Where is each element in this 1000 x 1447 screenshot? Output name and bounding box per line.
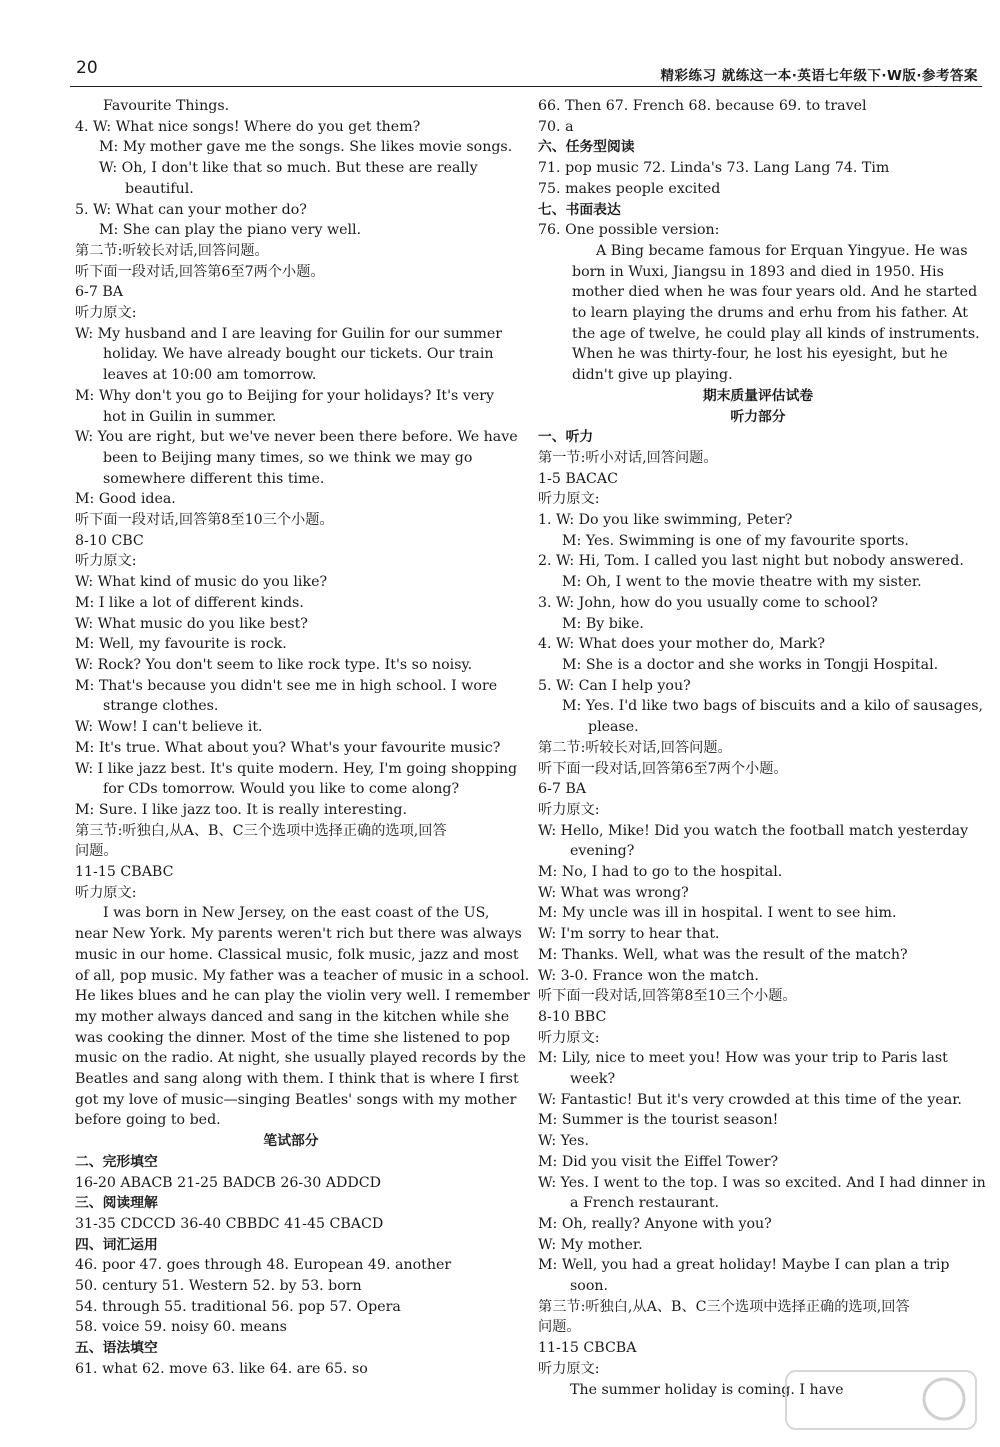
text-line: 五、语法填空 [75,1340,158,1357]
text-line: 听力原文: [538,491,600,508]
text-line: 6-7 BA [75,284,124,301]
text-line: my mother always danced and sang in the kitchen while she [75,1008,510,1025]
text-line: M: Good idea. [75,491,176,508]
text-line: W: My mother. [538,1236,643,1253]
text-line: a French restaurant. [570,1195,720,1212]
text-line: got my love of music—singing Beatles' songs with my mother [75,1091,517,1108]
text-line: the age of twelve, he could play all kinds of instruments. [572,325,980,342]
text-line: M: By bike. [562,615,644,632]
text-line: 5. W: Can I help you? [538,677,691,694]
text-line: M: Well, my favourite is rock. [75,636,287,653]
text-line: didn't give up playing. [572,367,733,384]
text-line: 50. century 51. Western 52. by 53. born [75,1278,362,1295]
text-line: 4. W: What nice songs! Where do you get them? [75,118,421,135]
text-line: 四、词汇运用 [75,1236,158,1253]
text-line: 54. through 55. traditional 56. pop 57. Opera [75,1298,401,1315]
text-line: W: Fantastic! But it's very crowded at this time of the year. [538,1091,962,1108]
text-line: 75. makes people excited [538,180,721,197]
text-line: Favourite Things. [103,98,230,114]
text-line: M: Did you visit the Eiffel Tower? [538,1153,779,1170]
text-line: of all, pop music. My father was a teacher of music in a school. [75,967,530,984]
text-line: 46. poor 47. goes through 48. European 49. another [75,1257,452,1274]
text-line: 一、听力 [538,429,594,446]
text-line: 6-7 BA [538,781,587,798]
text-line: W: What was wrong? [538,884,689,901]
text-line: W: Wow! I can't believe it. [75,719,263,736]
text-line: 二、完形填空 [75,1153,158,1170]
text-line: M: Thanks. Well, what was the result of the match? [538,946,908,963]
text-line: been to Beijing many times, so we think we may go [103,449,473,466]
text-line: M: I like a lot of different kinds. [75,594,304,611]
text-line: 听下面一段对话,回答第8至10三个小题。 [538,988,797,1005]
text-line: leaves at 10:00 am tomorrow. [103,367,317,384]
text-line: W: You are right, but we've never been there before. We have [75,429,518,446]
text-line: M: Why don't you go to Beijing for your holidays? It's very [75,387,495,404]
text-line: to learn playing the drums and erhu from his father. At [572,305,968,322]
text-line: W: I like jazz best. It's quite modern. Hey, I'm going shopping [75,760,518,777]
left-column [75,96,530,1380]
text-line: M: My uncle was ill in hospital. I went to see him. [538,905,897,922]
text-line: 六、任务型阅读 [538,139,635,156]
text-line: A Bing became famous for Erquan Yingyue. He was [596,242,968,259]
text-line: W: What kind of music do you like? [75,574,328,591]
text-line: M: She can play the piano very well. [99,222,362,239]
text-line: M: She is a doctor and she works in Tongji Hospital. [562,656,939,673]
text-line: 31-35 CDCCD 36-40 CBBDC 41-45 CBACD [75,1215,384,1232]
text-line: 七、书面表达 [538,201,621,218]
text-line: for CDs tomorrow. Would you like to come along? [103,781,460,798]
text-line: music in our home. Classical music, folk music, jazz and most [75,946,519,963]
text-line: W: Rock? You don't seem to like rock type. It's so noisy. [75,656,473,673]
text-line: M: Yes. I'd like two bags of biscuits and a kilo of sausages, [562,698,984,715]
text-line: 听力原文: [538,1360,600,1377]
text-line: 听力原文: [75,553,137,570]
text-line: 听力原文: [75,305,137,322]
text-line: W: Yes. I went to the top. I was so excited. And I had dinner in [538,1174,986,1191]
right-column [538,96,986,1400]
text-line: He likes blues and he can play the violin very well. I remember [75,988,530,1005]
page-header [0,0,1000,88]
text-line: 11-15 CBCBA [538,1340,637,1357]
text-line: 16-20 ABACB 21-25 BADCB 26-30 ADDCD [75,1174,382,1191]
text-line: The summer holiday is coming. I have [570,1381,844,1398]
text-line: 第二节:听较长对话,回答问题。 [75,242,269,259]
text-line: near New York. My parents weren't rich but there was always [75,926,522,943]
text-line: 11-15 CBABC [75,864,174,881]
page-number: 20 [76,58,98,78]
header-rule [70,86,982,87]
text-line: week? [570,1071,616,1088]
running-title: 精彩练习 就练这一本·英语七年级下·W版·参考答案 [660,68,978,84]
text-line: hot in Guilin in summer. [103,408,277,425]
text-line: 66. Then 67. French 68. because 69. to travel [538,98,867,114]
text-line: 71. pop music 72. Linda's 73. Lang Lang 74. Tim [538,160,890,177]
text-line: 笔试部分 [263,1133,319,1150]
text-line: holiday. We have already bought our tickets. Our train [103,346,494,363]
text-line: 2. W: Hi, Tom. I called you last night but nobody answered. [538,553,964,570]
text-line: 61. what 62. move 63. like 64. are 65. so [75,1360,368,1377]
text-line: 70. a [538,118,574,135]
text-line: 8-10 BBC [538,1008,607,1025]
text-line: 期末质量评估试卷 [702,387,814,404]
watermark-icon [784,1367,980,1433]
text-line: 听力原文: [538,1029,600,1046]
text-line: 4. W: What does your mother do, Mark? [538,636,826,653]
watermark-logo [784,1367,980,1433]
text-line: 听下面一段对话,回答第6至7两个小题。 [75,263,325,280]
text-line: W: My husband and I are leaving for Guilin for our summer [75,325,503,342]
text-line: 1. W: Do you like swimming, Peter? [538,512,793,529]
text-line: M: Well, you had a great holiday! Maybe I can plan a trip [538,1257,950,1274]
text-line: somewhere different this time. [103,470,325,487]
text-line: M: Oh, I went to the movie theatre with my sister. [562,574,922,591]
text-line: 问题。 [75,843,118,860]
text-line: W: Yes. [538,1133,589,1150]
text-line: M: My mother gave me the songs. She likes movie songs. [99,139,513,156]
text-line: 听力原文: [538,801,600,818]
text-line: M: Oh, really? Anyone with you? [538,1215,772,1232]
text-line: mother died when he was four years old. And he started [572,284,978,301]
text-line: born in Wuxi, Jiangsu in 1893 and died in 1950. His [572,263,944,280]
text-line: 5. W: What can your mother do? [75,201,307,218]
text-line: was cooking the dinner. Most of the time she listened to pop [75,1029,511,1046]
text-line: 第三节:听独白,从A、B、C三个选项中选择正确的选项,回答 [75,822,447,839]
text-line: 问题。 [538,1319,581,1336]
text-line: strange clothes. [103,698,219,715]
text-line: W: Oh, I don't like that so much. But these are really [99,160,478,177]
text-line: 76. One possible version: [538,222,720,239]
text-line: When he was thirty-four, he lost his eyesight, but he [572,346,948,363]
text-line: please. [588,719,639,736]
text-line: M: Sure. I like jazz too. It is really interesting. [75,801,408,818]
text-line: I was born in New Jersey, on the east coast of the US, [103,905,490,922]
text-line: music on the radio. At night, she usually played records by the [75,1050,526,1067]
text-line: 3. W: John, how do you usually come to school? [538,594,878,611]
text-line: M: It's true. What about you? What's your favourite music? [75,739,501,756]
text-line: 第三节:听独白,从A、B、C三个选项中选择正确的选项,回答 [538,1298,910,1315]
text-line: 第一节:听小对话,回答问题。 [538,449,718,466]
text-line: beautiful. [125,180,194,197]
text-line: 8-10 CBC [75,532,144,549]
text-line: W: Hello, Mike! Did you watch the football match yesterday [538,822,969,839]
text-line: evening? [570,843,635,860]
text-line: 58. voice 59. noisy 60. means [75,1319,287,1336]
text-line: 第二节:听较长对话,回答问题。 [538,739,732,756]
text-line: 听下面一段对话,回答第8至10三个小题。 [75,512,334,529]
text-line: 听力部分 [730,408,786,425]
text-line: before going to bed. [75,1112,221,1129]
text-line: W: 3-0. France won the match. [538,967,759,984]
text-line: 听力原文: [75,884,137,901]
text-line: 1-5 BACAC [538,470,618,487]
text-line: M: Lily, nice to meet you! How was your trip to Paris last [538,1050,948,1067]
text-line: W: I'm sorry to hear that. [538,926,720,943]
text-line: M: Yes. Swimming is one of my favourite sports. [562,532,909,549]
text-line: M: That's because you didn't see me in high school. I wore [75,677,498,694]
text-line: 听下面一段对话,回答第6至7两个小题。 [538,760,788,777]
text-line: M: No, I had to go to the hospital. [538,864,783,881]
text-line: Beatles and sang along with them. I think that is where I first [75,1071,519,1088]
text-line: M: Summer is the tourist season! [538,1112,779,1129]
text-line: W: What music do you like best? [75,615,308,632]
text-line: soon. [570,1278,609,1295]
text-line: 三、阅读理解 [75,1195,158,1212]
